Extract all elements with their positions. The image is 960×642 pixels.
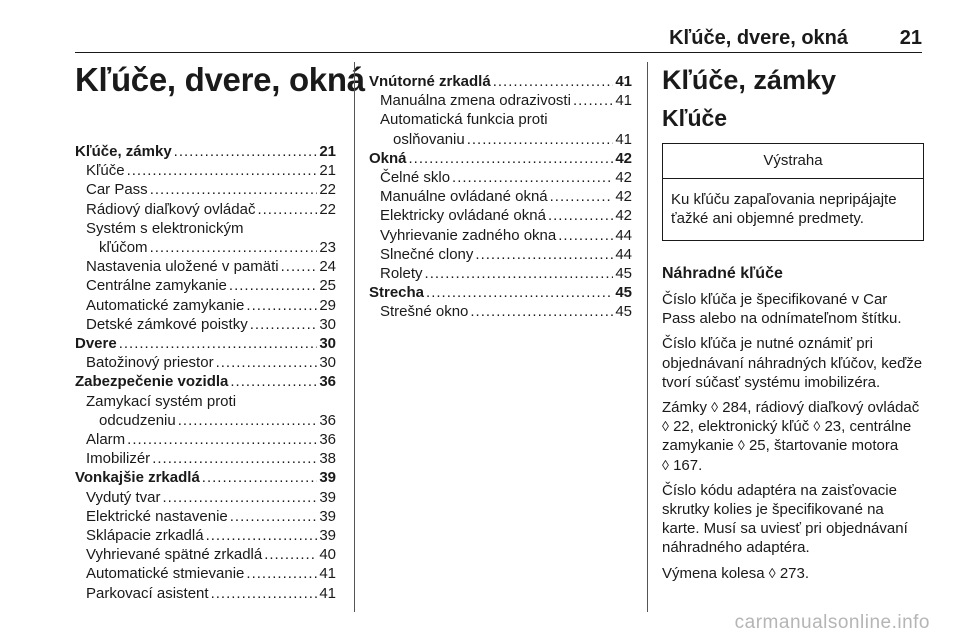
- toc-entry-label: Systém s elektronickým: [86, 219, 244, 237]
- toc-entry-page: 30: [319, 315, 336, 333]
- toc-entry-page: 36: [319, 411, 336, 429]
- toc-entry-label: Strecha: [369, 284, 425, 302]
- toc-column-1: [75, 142, 336, 603]
- text: , rádiový diaľkový ovládač: [747, 399, 920, 417]
- toc-entry-label: Dvere: [75, 335, 117, 353]
- toc-dot-leader: [202, 468, 318, 487]
- toc-dot-leader: [229, 276, 317, 295]
- warning-heading: Výstraha: [663, 144, 923, 179]
- toc-entry-label: Rolety: [380, 265, 423, 283]
- toc-entry[interactable]: [75, 449, 336, 468]
- text: , štartovanie motora: [765, 437, 899, 455]
- toc-dot-leader: [475, 245, 613, 264]
- toc-dot-leader: [206, 526, 318, 545]
- toc-entry[interactable]: [75, 296, 336, 315]
- cross-reference-icon: ◊: [662, 418, 669, 435]
- toc-entry[interactable]: [75, 161, 336, 180]
- toc-dot-leader: [470, 302, 613, 321]
- page-link[interactable]: 22: [673, 418, 690, 436]
- toc-entry-page: 38: [319, 450, 336, 468]
- toc-entry[interactable]: [369, 226, 632, 245]
- text: Zámky: [662, 399, 712, 417]
- toc-entry-page: 39: [319, 488, 336, 506]
- toc-dot-leader: [230, 372, 317, 391]
- toc-dot-leader: [174, 142, 318, 161]
- watermark: carmanualsonline.info: [734, 612, 930, 633]
- toc-entry[interactable]: [369, 302, 632, 321]
- toc-entry-label: Detské zámkové poistky: [86, 315, 248, 333]
- toc-dot-leader: [281, 257, 318, 276]
- toc-entry[interactable]: [75, 353, 336, 372]
- toc-dot-leader: [426, 283, 613, 302]
- toc-dot-leader: [127, 430, 317, 449]
- toc-entry-page: 41: [615, 73, 632, 90]
- text: Výmena kolesa: [662, 564, 769, 582]
- page-link[interactable]: 23: [824, 418, 842, 436]
- toc-entry-label: Vnútorné zrkadlá: [369, 73, 491, 90]
- toc-entry-label: Car Pass: [86, 181, 148, 199]
- toc-dot-leader: [409, 149, 614, 168]
- toc-entry-page: 22: [319, 181, 336, 199]
- toc-entry-page: 41: [319, 584, 336, 602]
- toc-entry-page: 41: [615, 130, 632, 148]
- toc-entry-label: Vyhrievanie zadného okna: [380, 226, 557, 244]
- toc-entry[interactable]: [75, 315, 336, 334]
- paragraph-cross-references: [662, 398, 924, 475]
- toc-entry[interactable]: [75, 180, 336, 199]
- toc-entry[interactable]: [75, 238, 336, 257]
- toc-entry[interactable]: [75, 488, 336, 507]
- toc-entry-label: Strešné okno: [380, 303, 469, 321]
- page-number: 21: [899, 27, 922, 49]
- toc-entry-continued: [75, 219, 336, 238]
- page-link[interactable]: 273: [779, 564, 805, 582]
- toc-entry-page: 21: [319, 143, 336, 160]
- cross-reference-icon: ◊: [737, 437, 745, 454]
- toc-entry-label: Okná: [369, 149, 407, 167]
- cross-reference-icon: ◊: [768, 564, 776, 581]
- toc-entry-label: Elektricky ovládané okná: [380, 207, 546, 225]
- toc-entry-label: Kľúče, zámky: [75, 143, 172, 160]
- toc-entry-page: 45: [615, 284, 632, 302]
- header-rule: [75, 52, 922, 53]
- toc-entry-label: Parkovací asistent: [86, 584, 209, 602]
- subsection-title: Kľúče: [662, 105, 728, 131]
- toc-dot-leader: [162, 488, 317, 507]
- toc-entry-page: 42: [615, 149, 632, 167]
- toc-dot-leader: [467, 130, 614, 149]
- toc-entry-label: Čelné sklo: [380, 169, 451, 187]
- toc-entry-label: Elektrické nastavenie: [86, 507, 228, 525]
- toc-section-entry[interactable]: [75, 372, 336, 391]
- toc-entry[interactable]: [75, 200, 336, 219]
- toc-entry[interactable]: [369, 168, 632, 187]
- toc-dot-leader: [573, 91, 613, 110]
- toc-dot-leader: [250, 315, 318, 334]
- toc-entry-label: Centrálne zamykanie: [86, 277, 227, 295]
- warning-text: Ku kľúču zapaľovania nepripájajte ťažké ani objemné predmety.: [671, 191, 897, 227]
- toc-entry-label: Alarm: [86, 431, 126, 449]
- toc-entry-page: 24: [319, 258, 336, 276]
- toc-entry-label: Vydutý tvar: [86, 488, 161, 506]
- toc-dot-leader: [452, 168, 613, 187]
- toc-dot-leader: [211, 584, 318, 603]
- toc-entry[interactable]: [75, 430, 336, 449]
- toc-dot-leader: [230, 507, 318, 526]
- toc-entry-label: Automatické stmievanie: [86, 565, 245, 583]
- toc-entry[interactable]: [75, 507, 336, 526]
- paragraph-wheel-lock-adapter: Číslo kódu adaptéra na zaisťovacie skrutky kolies je špecifikované na karte. Musí sa uviesť pri objednávaní náhradného adaptéra.: [662, 481, 908, 557]
- page-link[interactable]: 167: [673, 456, 699, 474]
- toc-entry[interactable]: [75, 584, 336, 603]
- toc-entry-page: 45: [615, 303, 632, 321]
- section-title: Kľúče, zámky: [662, 65, 836, 95]
- toc-entry-label: Manuálna zmena odrazivosti: [380, 92, 571, 110]
- body-column: [662, 62, 924, 583]
- toc-section-entry[interactable]: [369, 149, 632, 168]
- toc-entry-page: 36: [319, 373, 336, 391]
- toc-dot-leader: [246, 296, 317, 315]
- toc-dot-leader: [493, 72, 614, 91]
- toc-entry-page: 44: [615, 226, 632, 244]
- toc-entry-page: 42: [615, 188, 632, 206]
- toc-entry-label: Automatické zamykanie: [86, 296, 245, 314]
- toc-dot-leader: [558, 226, 613, 245]
- cross-reference-icon: ◊: [711, 399, 719, 416]
- toc-entry-label: Rádiový diaľkový ovládač: [86, 200, 256, 218]
- toc-entry[interactable]: [369, 264, 632, 283]
- column-divider-2: [647, 62, 648, 612]
- toc-section-entry[interactable]: [75, 468, 336, 487]
- toc-dot-leader: [178, 411, 318, 430]
- page-link[interactable]: 25: [748, 437, 766, 455]
- toc-entry[interactable]: [75, 564, 336, 583]
- toc-entry-label: Vyhrievané spätné zrkadlá: [86, 546, 263, 564]
- toc-entry-page: 36: [319, 431, 336, 449]
- toc-entry[interactable]: [75, 276, 336, 295]
- toc-entry-continued: [369, 110, 632, 129]
- text: , elektronický kľúč: [689, 418, 814, 436]
- toc-column-2: [369, 72, 632, 322]
- toc-entry-label: Kľúče: [86, 162, 125, 180]
- toc-entry-page: 41: [319, 565, 336, 583]
- chapter-title: Kľúče, dvere, okná: [75, 61, 365, 98]
- toc-dot-leader: [246, 564, 317, 583]
- toc-entry[interactable]: [75, 411, 336, 430]
- toc-entry-page: 25: [319, 277, 336, 295]
- toc-entry[interactable]: [75, 257, 336, 276]
- paragraph-key-number: Číslo kľúča je špecifikované v Car Pass alebo na odnímateľnom štítku.: [662, 291, 902, 328]
- toc-entry-label: Vonkajšie zrkadlá: [75, 469, 200, 487]
- toc-dot-leader: [127, 161, 318, 180]
- text: .: [804, 564, 810, 582]
- running-header-title: Kľúče, dvere, okná: [669, 27, 848, 49]
- toc-entry-page: 39: [319, 469, 336, 487]
- toc-dot-leader: [152, 449, 317, 468]
- text: , centrálne zamykanie: [662, 418, 912, 455]
- cross-reference-icon: ◊: [813, 418, 821, 435]
- toc-entry-label: Imobilizér: [86, 450, 151, 468]
- toc-entry-page: 39: [319, 507, 336, 525]
- toc-entry-label: odcudzeniu: [99, 411, 176, 429]
- column-divider-1: [354, 62, 355, 612]
- toc-entry[interactable]: [369, 206, 632, 225]
- toc-entry-page: 41: [615, 92, 632, 110]
- toc-entry-label: Batožinový priestor: [86, 354, 214, 372]
- toc-entry-page: 22: [319, 200, 336, 218]
- toc-entry[interactable]: [369, 91, 632, 110]
- toc-entry-page: 23: [319, 239, 336, 257]
- toc-entry-label: Manuálne ovládané okná: [380, 188, 548, 206]
- toc-entry-label: Slnečné clony: [380, 245, 474, 263]
- toc-entry-label: Zamykací systém proti: [86, 392, 237, 410]
- toc-entry-page: 30: [319, 335, 336, 353]
- toc-dot-leader: [216, 353, 318, 372]
- toc-entry-page: 42: [615, 207, 632, 225]
- toc-dot-leader: [550, 187, 614, 206]
- toc-entry-label: Zabezpečenie vozidla: [75, 373, 229, 391]
- toc-entry-page: 44: [615, 245, 632, 263]
- toc-entry-page: 45: [615, 265, 632, 283]
- toc-entry-label: kľúčom: [99, 239, 148, 257]
- toc-dot-leader: [119, 334, 318, 353]
- paragraph-wheel-change: [662, 564, 924, 583]
- toc-entry-label: oslňovaniu: [393, 130, 465, 148]
- toc-entry[interactable]: [75, 545, 336, 564]
- toc-dot-leader: [264, 545, 317, 564]
- toc-entry[interactable]: [369, 187, 632, 206]
- toc-dot-leader: [548, 206, 613, 225]
- toc-entry-page: 21: [319, 162, 336, 180]
- warning-box: [662, 143, 924, 241]
- toc-section-entry[interactable]: [369, 72, 632, 91]
- toc-entry-page: 30: [319, 354, 336, 372]
- toc-section-entry[interactable]: [369, 283, 632, 302]
- toc-entry-page: 39: [319, 527, 336, 545]
- toc-entry-label: Automatická funkcia proti: [380, 111, 548, 129]
- toc-dot-leader: [150, 238, 318, 257]
- toc-section-entry[interactable]: [75, 334, 336, 353]
- toc-entry[interactable]: [369, 130, 632, 149]
- toc-entry-continued: [75, 392, 336, 411]
- toc-entry[interactable]: [75, 526, 336, 545]
- toc-entry-page: 40: [319, 546, 336, 564]
- toc-entry-label: Nastavenia uložené v pamäti: [86, 258, 279, 276]
- toc-entry-label: Sklápacie zrkadlá: [86, 527, 204, 545]
- cross-reference-icon: ◊: [662, 456, 669, 473]
- toc-section-entry[interactable]: [75, 142, 336, 161]
- toc-dot-leader: [425, 264, 614, 283]
- toc-dot-leader: [257, 200, 317, 219]
- toc-entry-page: 42: [615, 169, 632, 187]
- heading-spare-keys: Náhradné kľúče: [662, 265, 783, 282]
- toc-entry[interactable]: [369, 245, 632, 264]
- text: .: [698, 456, 703, 474]
- toc-entry-page: 29: [319, 296, 336, 314]
- paragraph-ordering: Číslo kľúča je nutné oznámiť pri objednávaní náhradných kľúčov, keďže tvorí súčasť systému imobilizéra.: [662, 335, 923, 391]
- page-link[interactable]: 284: [722, 399, 748, 417]
- toc-dot-leader: [150, 180, 318, 199]
